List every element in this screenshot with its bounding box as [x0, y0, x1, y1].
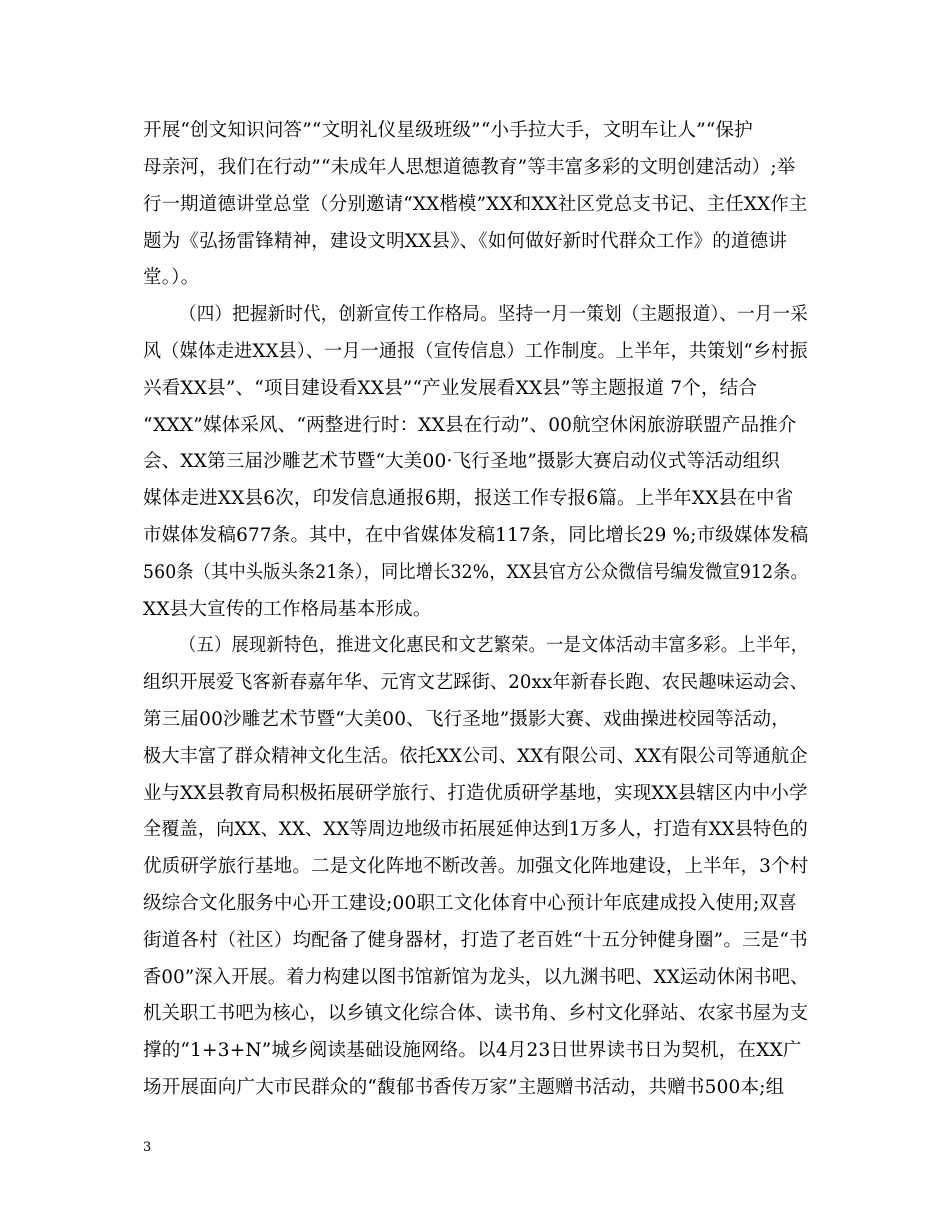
text-line: 撑的“1+3+N”城乡阅读基础设施网络。以4月23日世界读书日为契机，在XX广	[143, 1040, 802, 1061]
paragraph-start-line: （四）把握新时代，创新宣传工作格局。坚持一月一策划（主题报道）、一月一采	[179, 304, 808, 325]
paragraph-start-line: （五）展现新特色，推进文化惠民和文艺繁荣。一是文体活动丰富多彩。上半年，	[179, 635, 809, 656]
text-line: 机关职工书吧为核心，以乡镇文化综合体、读书角、乡村文化驿站、农家书屋为支	[143, 1003, 809, 1024]
text-line: XX县大宣传的工作格局基本形成。	[143, 599, 432, 620]
text-line: 街道各村（社区）均配备了健身器材，打造了老百姓“十五分钟健身圈”。三是“书	[143, 930, 808, 951]
text-line: 题为《弘扬雷锋精神，建设文明XX县》、《如何做好新时代群众工作》的道德讲	[143, 231, 788, 252]
text-line: 560条（其中头版头条21条），同比增长32%，XX县官方公众微信号编发微宣912条。	[143, 562, 809, 583]
text-line: 组织开展爱飞客新春嘉年华、元宵文艺踩街、20xx年新春长跑、农民趣味运动会、	[143, 672, 809, 693]
text-line: 行一期道德讲堂总堂（分别邀请“XX楷模”XX和XX社区党总支书记、主任XX作主	[143, 194, 808, 215]
text-line: 风（媒体走进XX县）、一月一通报（宣传信息）工作制度。上半年，共策划“乡村振	[143, 341, 808, 362]
text-line: 兴看XX县”、“项目建设看XX县”“产业发展看XX县”等主题报道 7个，结合	[143, 378, 758, 399]
text-line: 场开展面向广大市民群众的“馥郁书香传万家”主题赠书活动，共赠书500本;组	[143, 1077, 785, 1098]
text-line: 业与XX县教育局积极拓展研学旅行、打造优质研学基地，实现XX县辖区内中小学	[143, 783, 808, 804]
page-number: 3	[143, 1140, 152, 1155]
text-line: 香00”深入开展。着力构建以图书馆新馆为龙头，以九渊书吧、XX运动休闲书吧、	[143, 967, 809, 988]
text-line: 堂。）。	[143, 267, 200, 288]
text-line: 会、XX第三届沙雕艺术节暨“大美00·飞行圣地”摄影大赛启动仪式等活动组织	[143, 451, 781, 472]
text-line: 第三届00沙雕艺术节暨“大美00、飞行圣地”摄影大赛、戏曲操进校园等活动，	[143, 709, 790, 730]
text-line: 极大丰富了群众精神文化生活。依托XX公司、XX有限公司、XX有限公司等通航企	[143, 746, 808, 767]
text-line: “XXX”媒体采风、“两整进行时：XX县在行动”、00航空休闲旅游联盟产品推介	[143, 415, 797, 436]
text-line: 优质研学旅行基地。二是文化阵地不断改善。加强文化阵地建设，上半年，3个村	[143, 856, 809, 877]
text-line: 全覆盖，向XX、XX、XX等周边地级市拓展延伸达到1万多人，打造有XX县特色的	[143, 819, 808, 840]
text-line: 开展“创文知识问答”“文明礼仪星级班级”“小手拉大手，文明车让人”“保护	[143, 120, 753, 141]
text-line: 级综合文化服务中心开工建设;00职工文化体育中心预计年底建成投入使用;双喜	[143, 893, 797, 914]
text-line: 市媒体发稿677条。其中，在中省媒体发稿117条，同比增长29 %;市级媒体发稿	[143, 525, 809, 546]
text-line: 媒体走进XX县6次，印发信息通报6期，报送工作专报6篇。上半年XX县在中省	[143, 488, 794, 509]
text-line: 母亲河，我们在行动”“未成年人思想道德教育”等丰富多彩的文明创建活动）;举	[143, 157, 796, 178]
